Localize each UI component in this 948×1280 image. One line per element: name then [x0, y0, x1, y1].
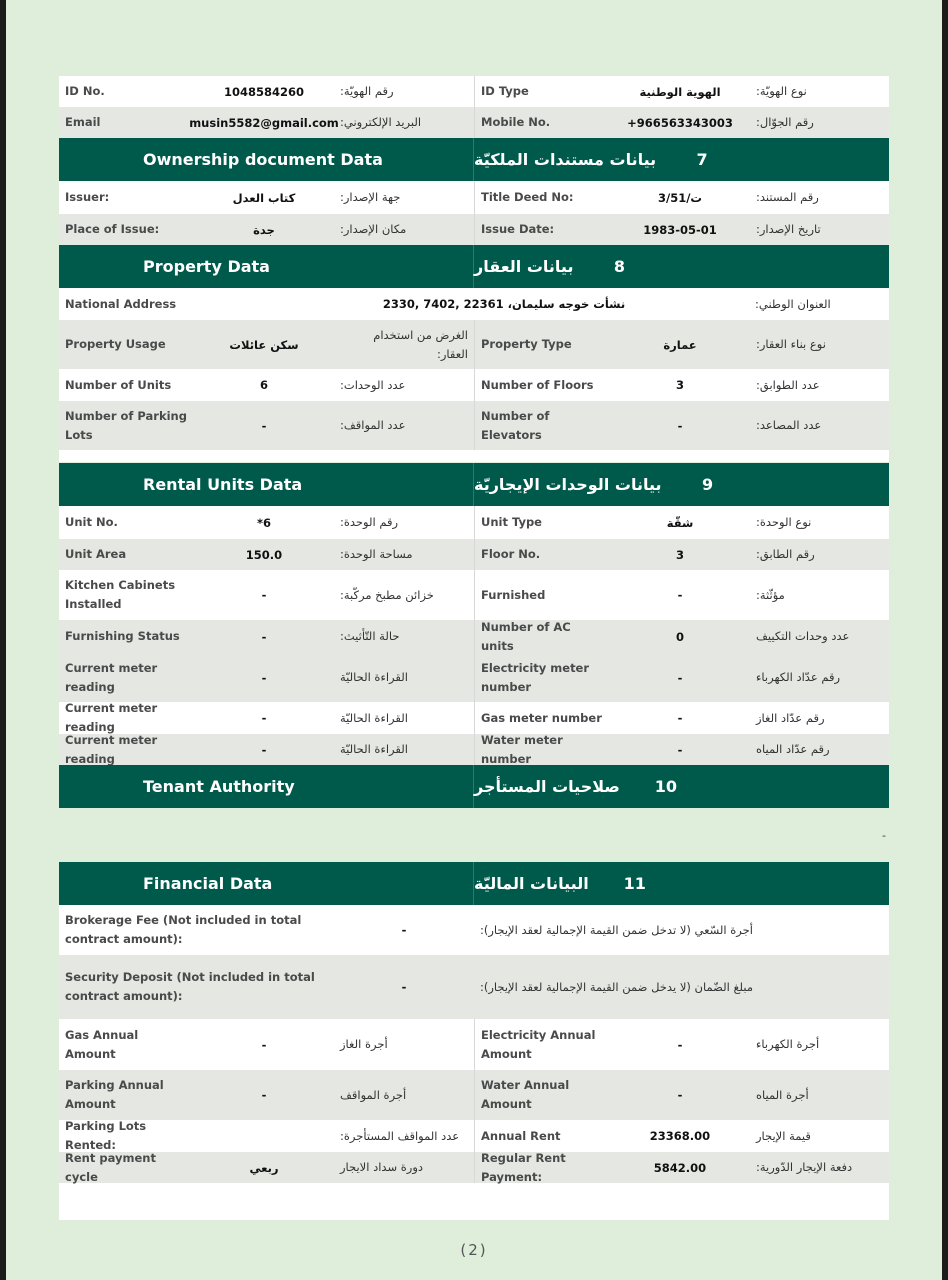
field-label-en: Regular Rent Payment:	[481, 1150, 566, 1184]
field-label-en: Issue Date:	[481, 222, 555, 236]
table-row	[59, 107, 889, 138]
field-label-ar: جهة الإصدار:	[340, 190, 401, 204]
field-value: -	[261, 588, 267, 602]
section-title-en: Property Data	[143, 257, 270, 276]
field-label-ar: عدد المواقف المستأجرة:	[340, 1128, 460, 1143]
table-row	[59, 702, 889, 734]
ownership-table	[59, 181, 889, 245]
field-label-en: Title Deed No:	[481, 190, 574, 204]
field-label-ar: القراءة الحاليّة	[340, 742, 408, 756]
field-value: 1983-05-01	[643, 222, 717, 237]
field-value: -	[401, 980, 407, 994]
field-label-en: Property Usage	[65, 337, 166, 351]
table-row	[59, 1152, 889, 1183]
field-value: -	[401, 923, 407, 937]
field-value: musin5582@gmail.com	[189, 115, 339, 130]
field-label-ar: عدد وحدات التكييف	[756, 629, 850, 643]
table-row	[59, 620, 889, 653]
field-value: 6	[259, 378, 268, 392]
section-title-en: Financial Data	[143, 874, 273, 893]
field-label-en: Kitchen Cabinets Installed	[65, 578, 176, 611]
table-row	[59, 369, 889, 401]
table-row	[59, 181, 889, 214]
field-value: كتاب العدل	[232, 190, 296, 205]
field-value: -	[261, 629, 267, 644]
field-label-en: Current meter reading	[65, 701, 158, 734]
field-label-ar: نوع الوحدة:	[756, 515, 812, 529]
field-label-en: Unit Area	[65, 547, 127, 561]
field-label-ar: القراءة الحاليّة	[340, 710, 408, 725]
field-label-ar: رقم الهويّة:	[340, 84, 394, 98]
field-value: 3	[675, 378, 684, 392]
section-number: 9	[701, 475, 714, 494]
field-value: 23368.00	[649, 1129, 711, 1143]
field-label-ar: البريد الإلكتروني:	[340, 115, 422, 129]
section-title-ar: صلاحيات المستأجر	[474, 777, 620, 796]
table-row	[59, 1019, 889, 1070]
table-row	[59, 653, 889, 702]
field-label-en: Water Annual Amount	[481, 1078, 570, 1111]
field-value: 1048584260	[223, 84, 305, 99]
field-label-ar: رقم المستند:	[756, 190, 819, 204]
field-label-ar: عدد المواقف:	[340, 418, 406, 432]
field-label-en: Property Type	[481, 337, 572, 351]
section-header-financial	[59, 862, 889, 905]
field-label-ar: تاريخ الإصدار:	[756, 222, 821, 236]
field-label-en: Unit No.	[65, 515, 118, 529]
section-header-ownership	[59, 138, 889, 181]
field-value: ربعي	[249, 1160, 279, 1175]
field-label-en: Number of Elevators	[481, 408, 550, 442]
table-row	[59, 955, 889, 1019]
field-value: -	[677, 670, 683, 685]
field-label-en: Furnishing Status	[65, 629, 180, 643]
field-label-ar: رقم الجوّال:	[756, 115, 814, 129]
field-value: 3	[675, 547, 684, 562]
section-title-en: Rental Units Data	[143, 475, 303, 494]
table-row	[59, 506, 889, 539]
field-label-en: Annual Rent	[481, 1128, 561, 1143]
field-value: سكن عائلات	[229, 337, 299, 352]
field-label-ar: أجرة الغاز	[340, 1037, 388, 1051]
field-label-en: Furnished	[481, 587, 546, 602]
field-label-en: Security Deposit (Not included in total contract amount):	[65, 970, 315, 1003]
field-value: 5842.00	[653, 1160, 707, 1175]
field-label-ar: عدد المصاعد:	[756, 418, 822, 432]
field-label-ar: دورة سداد الايجار	[340, 1160, 423, 1174]
field-label-ar: نوع الهويّة:	[756, 84, 807, 98]
table-row	[59, 320, 889, 369]
field-label-en: Number of AC units	[481, 619, 571, 653]
document-page	[6, 0, 942, 1280]
field-label-en: Current meter reading	[65, 660, 158, 694]
field-label-en: Parking Lots Rented:	[65, 1119, 147, 1152]
field-value: -	[677, 711, 683, 725]
section-number: 7	[696, 150, 708, 169]
table-row	[59, 214, 889, 245]
financial-table	[59, 905, 889, 1220]
field-label-ar: مساحة الوحدة:	[340, 547, 413, 561]
field-label-en: National Address	[65, 296, 177, 311]
field-label-ar: نوع بناء العقار:	[756, 337, 826, 351]
field-label-en: Number of Floors	[481, 377, 594, 392]
field-label-ar: أجرة الكهرباء	[756, 1037, 820, 1051]
field-value: جدة	[253, 222, 275, 237]
field-value: -	[261, 742, 267, 757]
field-label-en: Number of Units	[65, 377, 172, 392]
rental-table	[59, 506, 889, 765]
field-value: 0	[675, 629, 684, 644]
section-title-ar: بيانات العقار	[474, 257, 574, 276]
section-header-property	[59, 245, 889, 288]
field-label-en: ID No.	[65, 84, 105, 98]
field-label-ar: العنوان الوطني:	[755, 296, 831, 311]
field-value: -	[677, 742, 683, 757]
field-value: -	[261, 1088, 267, 1102]
section-number: 10	[654, 777, 677, 796]
section-title-en: Tenant Authority	[143, 777, 295, 796]
section-title-ar: بيانات مستندات الملكيّة	[474, 150, 657, 169]
field-label-en: Electricity meter number	[481, 660, 590, 694]
field-label-en: Place of Issue:	[65, 222, 160, 236]
field-label-ar: رقم عدّاد المياه	[756, 742, 830, 756]
field-label-ar: الغرض من استخدام العقار:	[373, 327, 468, 361]
spacer-row	[59, 1183, 889, 1220]
field-label-en: Gas meter number	[481, 710, 602, 725]
field-value: ت/3/51	[658, 190, 702, 205]
section-title-en: Ownership document Data	[143, 150, 383, 169]
page-number: (2)	[460, 1241, 488, 1259]
field-value: 150.0	[245, 547, 283, 562]
field-label-ar: أجرة السّعي (لا تدخل ضمن القيمة الإجمالية لعقد الإيجار):	[480, 922, 753, 937]
table-row	[59, 734, 889, 765]
field-value: -	[677, 1088, 683, 1102]
field-label-ar: حالة التّأثيث:	[340, 629, 400, 643]
section-title-ar: البيانات الماليّة	[474, 874, 589, 893]
field-value: -	[677, 1037, 683, 1052]
field-value: -	[261, 418, 267, 433]
section-title-ar: بيانات الوحدات الإيجاريّة	[474, 475, 662, 494]
section-number: 8	[613, 257, 626, 276]
field-label-en: ID Type	[481, 84, 529, 98]
section-number: 11	[623, 874, 646, 893]
field-label-ar: قيمة الإيجار	[756, 1128, 811, 1143]
field-label-en: Issuer:	[65, 190, 110, 204]
table-row	[59, 539, 889, 570]
tenant-authority-value: -	[882, 829, 886, 842]
field-value: -	[677, 588, 683, 602]
field-label-en: Number of Parking Lots	[65, 408, 187, 442]
field-value: -	[261, 670, 267, 685]
field-value: شقّة	[666, 515, 694, 530]
field-label-en: Floor No.	[481, 547, 541, 561]
field-label-en: Water meter number	[481, 732, 563, 766]
table-row	[59, 905, 889, 955]
spacer-row	[59, 450, 889, 462]
field-label-ar: رقم عدّاد الغاز	[756, 710, 825, 725]
field-value: عمارة	[663, 337, 697, 352]
field-label-en: Brokerage Fee (Not included in total contract amount):	[65, 913, 302, 946]
contact-table	[59, 76, 889, 138]
field-label-ar: خزائن مطبخ مركّبة:	[340, 587, 434, 602]
field-label-ar: مؤثّثة:	[756, 587, 785, 602]
table-row	[59, 401, 889, 450]
field-label-ar: رقم الطابق:	[756, 547, 815, 561]
field-label-ar: أجرة المواقف	[340, 1087, 407, 1102]
section-header-tenant-authority	[59, 765, 889, 808]
table-row	[59, 1120, 889, 1152]
field-value: +966563343003	[627, 115, 733, 130]
field-label-ar: دفعة الإيجار الدّورية:	[756, 1160, 853, 1174]
field-value: -	[677, 418, 683, 433]
field-label-ar: مبلغ الضّمان (لا يدخل ضمن القيمة الإجمالية لعقد الإيجار):	[480, 979, 753, 994]
field-label-ar: القراءة الحاليّة	[340, 670, 408, 684]
table-row	[59, 288, 889, 320]
field-value: *6	[256, 515, 271, 530]
field-value	[194, 1120, 334, 1152]
field-label-en: Unit Type	[481, 515, 542, 529]
table-row	[59, 76, 889, 107]
field-label-en: Mobile No.	[481, 115, 551, 129]
field-value: الهوية الوطنية	[639, 84, 721, 99]
section-header-rental	[59, 463, 889, 506]
field-label-en: Parking Annual Amount	[65, 1078, 164, 1111]
field-value: نشأت خوجه سليمان، 22361 ,7402 ,2330	[382, 297, 626, 311]
table-row	[59, 1070, 889, 1120]
field-label-en: Gas Annual Amount	[65, 1027, 139, 1061]
field-label-ar: أجرة المياه	[756, 1087, 809, 1102]
field-label-en: Email	[65, 115, 101, 129]
field-label-ar: عدد الطوابق:	[756, 377, 820, 392]
field-label-ar: رقم الوحدة:	[340, 515, 399, 529]
table-row	[59, 570, 889, 620]
field-value: -	[261, 1037, 267, 1052]
field-label-ar: مكان الإصدار:	[340, 222, 407, 236]
field-label-en: Current meter reading	[65, 732, 158, 766]
field-label-ar: عدد الوحدات:	[340, 377, 406, 392]
field-label-en: Electricity Annual Amount	[481, 1027, 596, 1061]
field-value: -	[261, 711, 267, 725]
property-table	[59, 288, 889, 462]
field-label-en: Rent payment cycle	[65, 1150, 156, 1184]
field-label-ar: رقم عدّاد الكهرباء	[756, 670, 841, 684]
